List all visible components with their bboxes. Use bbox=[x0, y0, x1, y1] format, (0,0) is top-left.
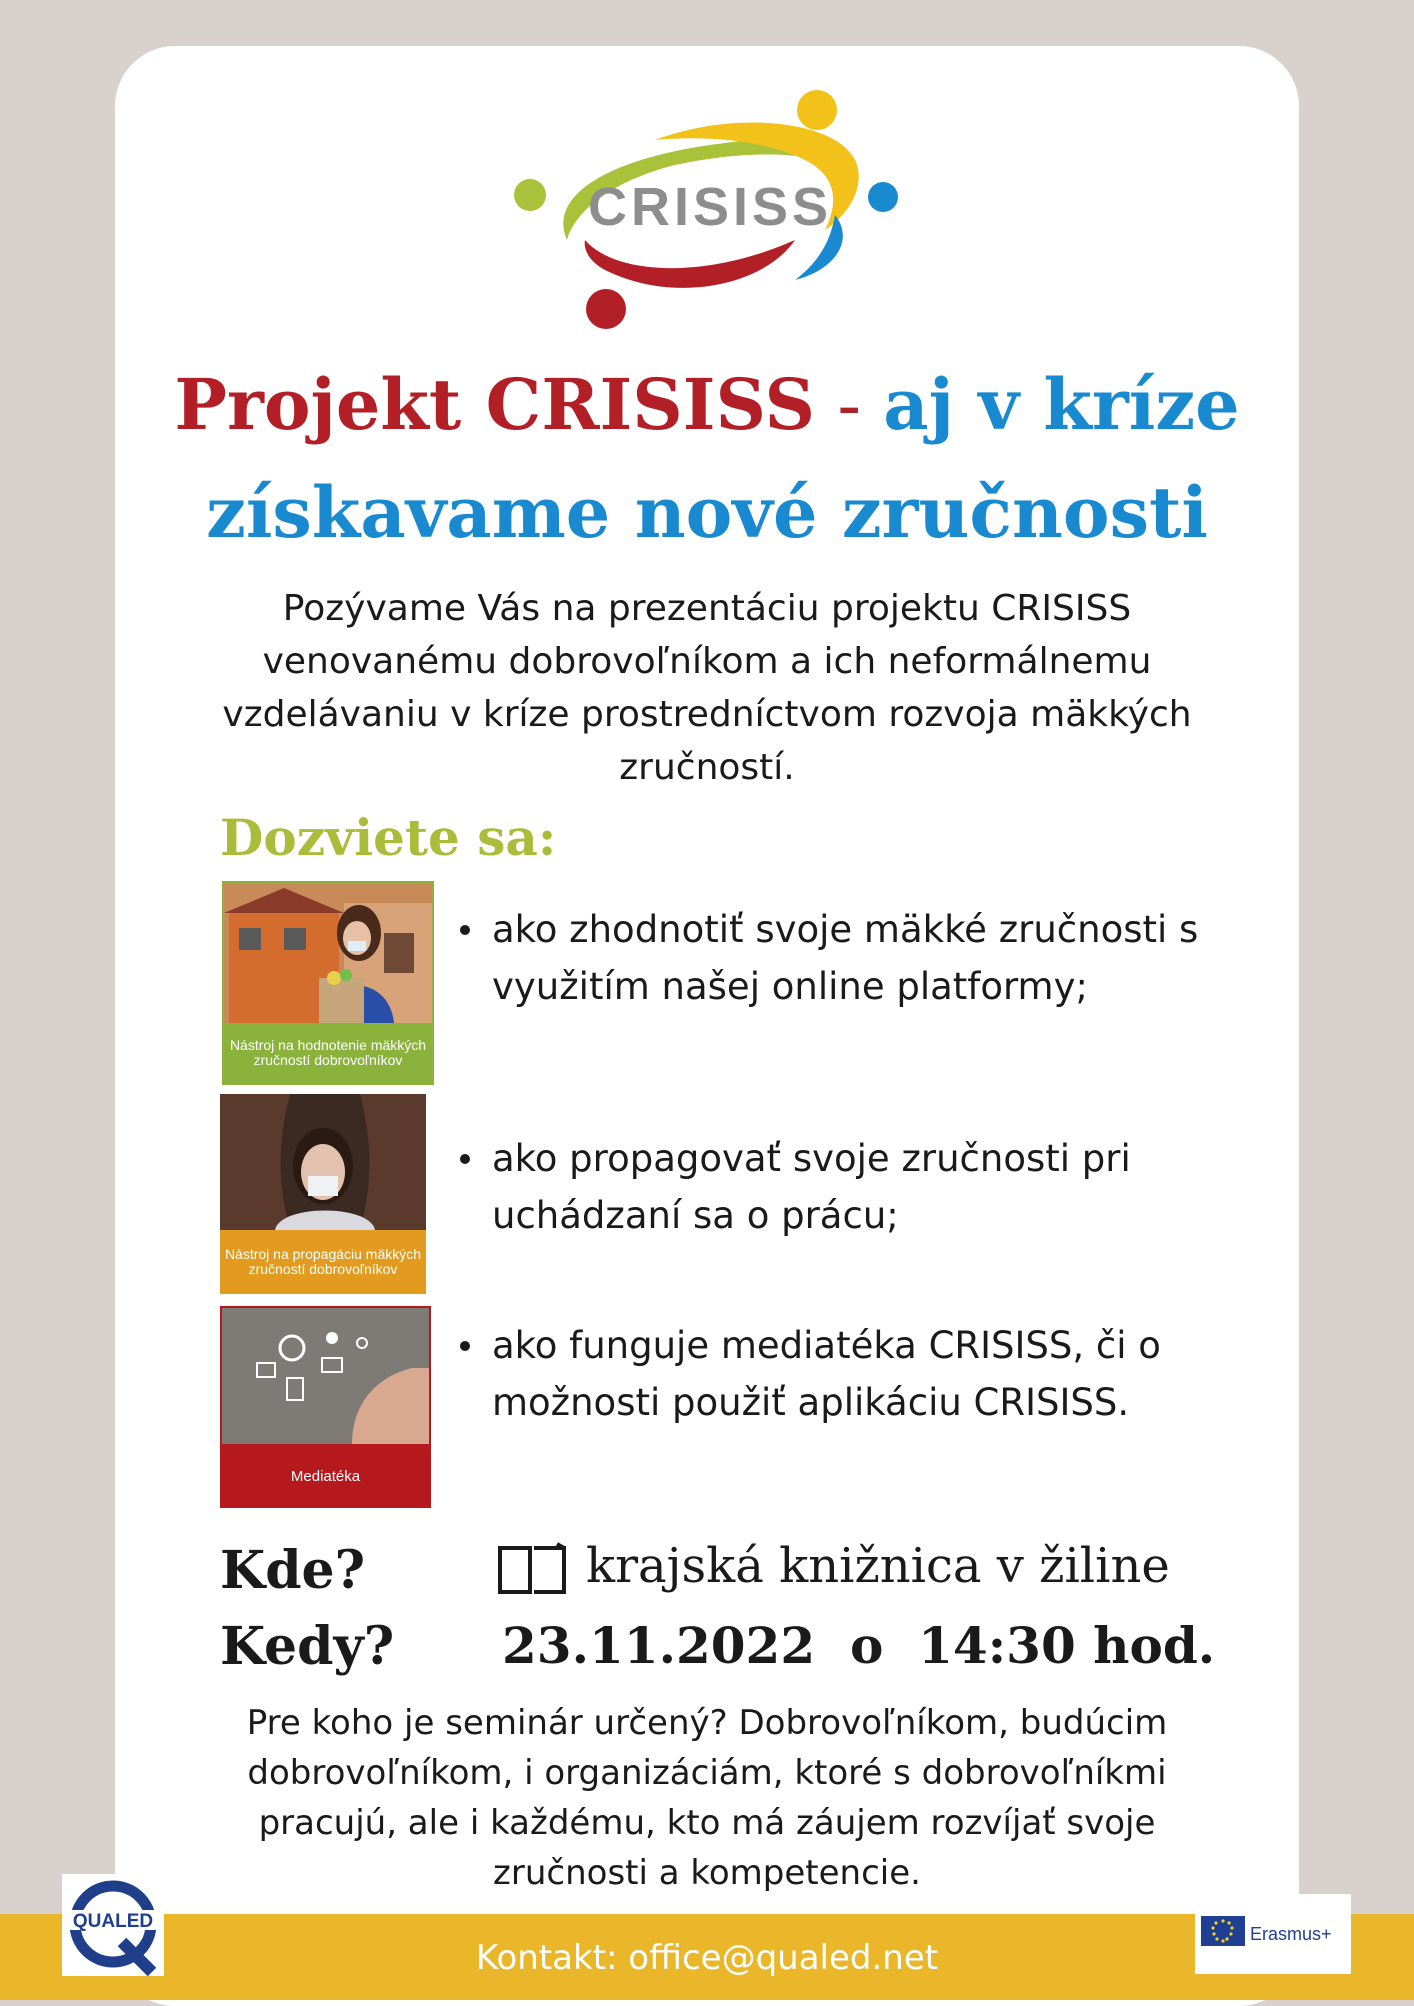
bullet-dot bbox=[460, 925, 470, 935]
thumbnail-mediateka bbox=[220, 1306, 431, 1508]
book-icon bbox=[497, 1542, 567, 1598]
svg-text:QUALED: QUALED bbox=[72, 1911, 154, 1932]
bullet-dot bbox=[460, 1341, 470, 1351]
title-blue-part: aj v kríze bbox=[883, 363, 1240, 446]
bullet-item-2 bbox=[492, 1130, 1252, 1244]
title-line-2: získavame nové zručnosti bbox=[206, 471, 1208, 554]
thumbnail-caption: Mediatéka bbox=[290, 1467, 361, 1485]
where-label: Kde? bbox=[220, 1540, 366, 1601]
thumbnail-caption: Nástroj na hodnotenie mäkkých zručností dobrovoľníkov bbox=[229, 1037, 427, 1068]
contact-email[interactable]: Kontakt: office@qualed.net bbox=[475, 1938, 939, 1978]
touchscreen-photo bbox=[222, 1308, 429, 1444]
crisiss-logo bbox=[505, 80, 915, 340]
when-label: Kedy? bbox=[220, 1616, 395, 1677]
bullet-item-3 bbox=[492, 1317, 1252, 1431]
thumbnail-caption: Nástroj na propagáciu mäkkých zručností dobrovoľníkov bbox=[224, 1246, 422, 1277]
title-dash: - bbox=[815, 364, 884, 446]
logo-text: CRISISS bbox=[587, 177, 833, 237]
place-text: krajská knižnica v žiline bbox=[586, 1538, 1170, 1594]
intro-text: Pozývame Vás na prezentáciu projektu CRISISS venovanému dobrovoľníkom a ich neformálnemu vzdelávaniu v kríze prostredníctvom rozvoja mäkkých zručností. bbox=[222, 588, 1192, 788]
volunteer-photo bbox=[224, 883, 432, 1023]
qualed-logo bbox=[62, 1874, 164, 1976]
bullet-text: ako propagovať svoje zručnosti pri uchádzaní sa o prácu; bbox=[492, 1137, 1131, 1237]
bullet-item-1 bbox=[492, 901, 1252, 1015]
audience-text: Pre koho je seminár určený? Dobrovoľníkom, budúcim dobrovoľníkom, i organizáciám, ktoré s dobrovoľníkmi pracujú, ale i každému, kto má záujem rozvíjať svoje zručnosti a kompetencie. bbox=[246, 1703, 1168, 1893]
bullet-text: ako zhodnotiť svoje mäkké zručnosti s využitím našej online platformy; bbox=[492, 908, 1199, 1008]
thumbnail-assessment-tool bbox=[222, 881, 434, 1085]
mask-photo bbox=[220, 1094, 426, 1230]
title-line-1 bbox=[150, 355, 1264, 455]
bullet-text: ako funguje mediatéka CRISISS, či o možnosti použiť aplikáciu CRISISS. bbox=[492, 1324, 1161, 1424]
erasmus-logo bbox=[1195, 1894, 1351, 1974]
thumbnail-promotion-tool bbox=[220, 1094, 426, 1294]
svg-text:Erasmus+: Erasmus+ bbox=[1250, 1924, 1332, 1944]
date-time-text: 23.11.2022 o 14:30 hod. bbox=[502, 1616, 1216, 1675]
title-red-part: Projekt CRISISS bbox=[174, 363, 816, 446]
bullet-dot bbox=[460, 1154, 470, 1164]
learn-heading: Dozviete sa: bbox=[220, 808, 557, 867]
